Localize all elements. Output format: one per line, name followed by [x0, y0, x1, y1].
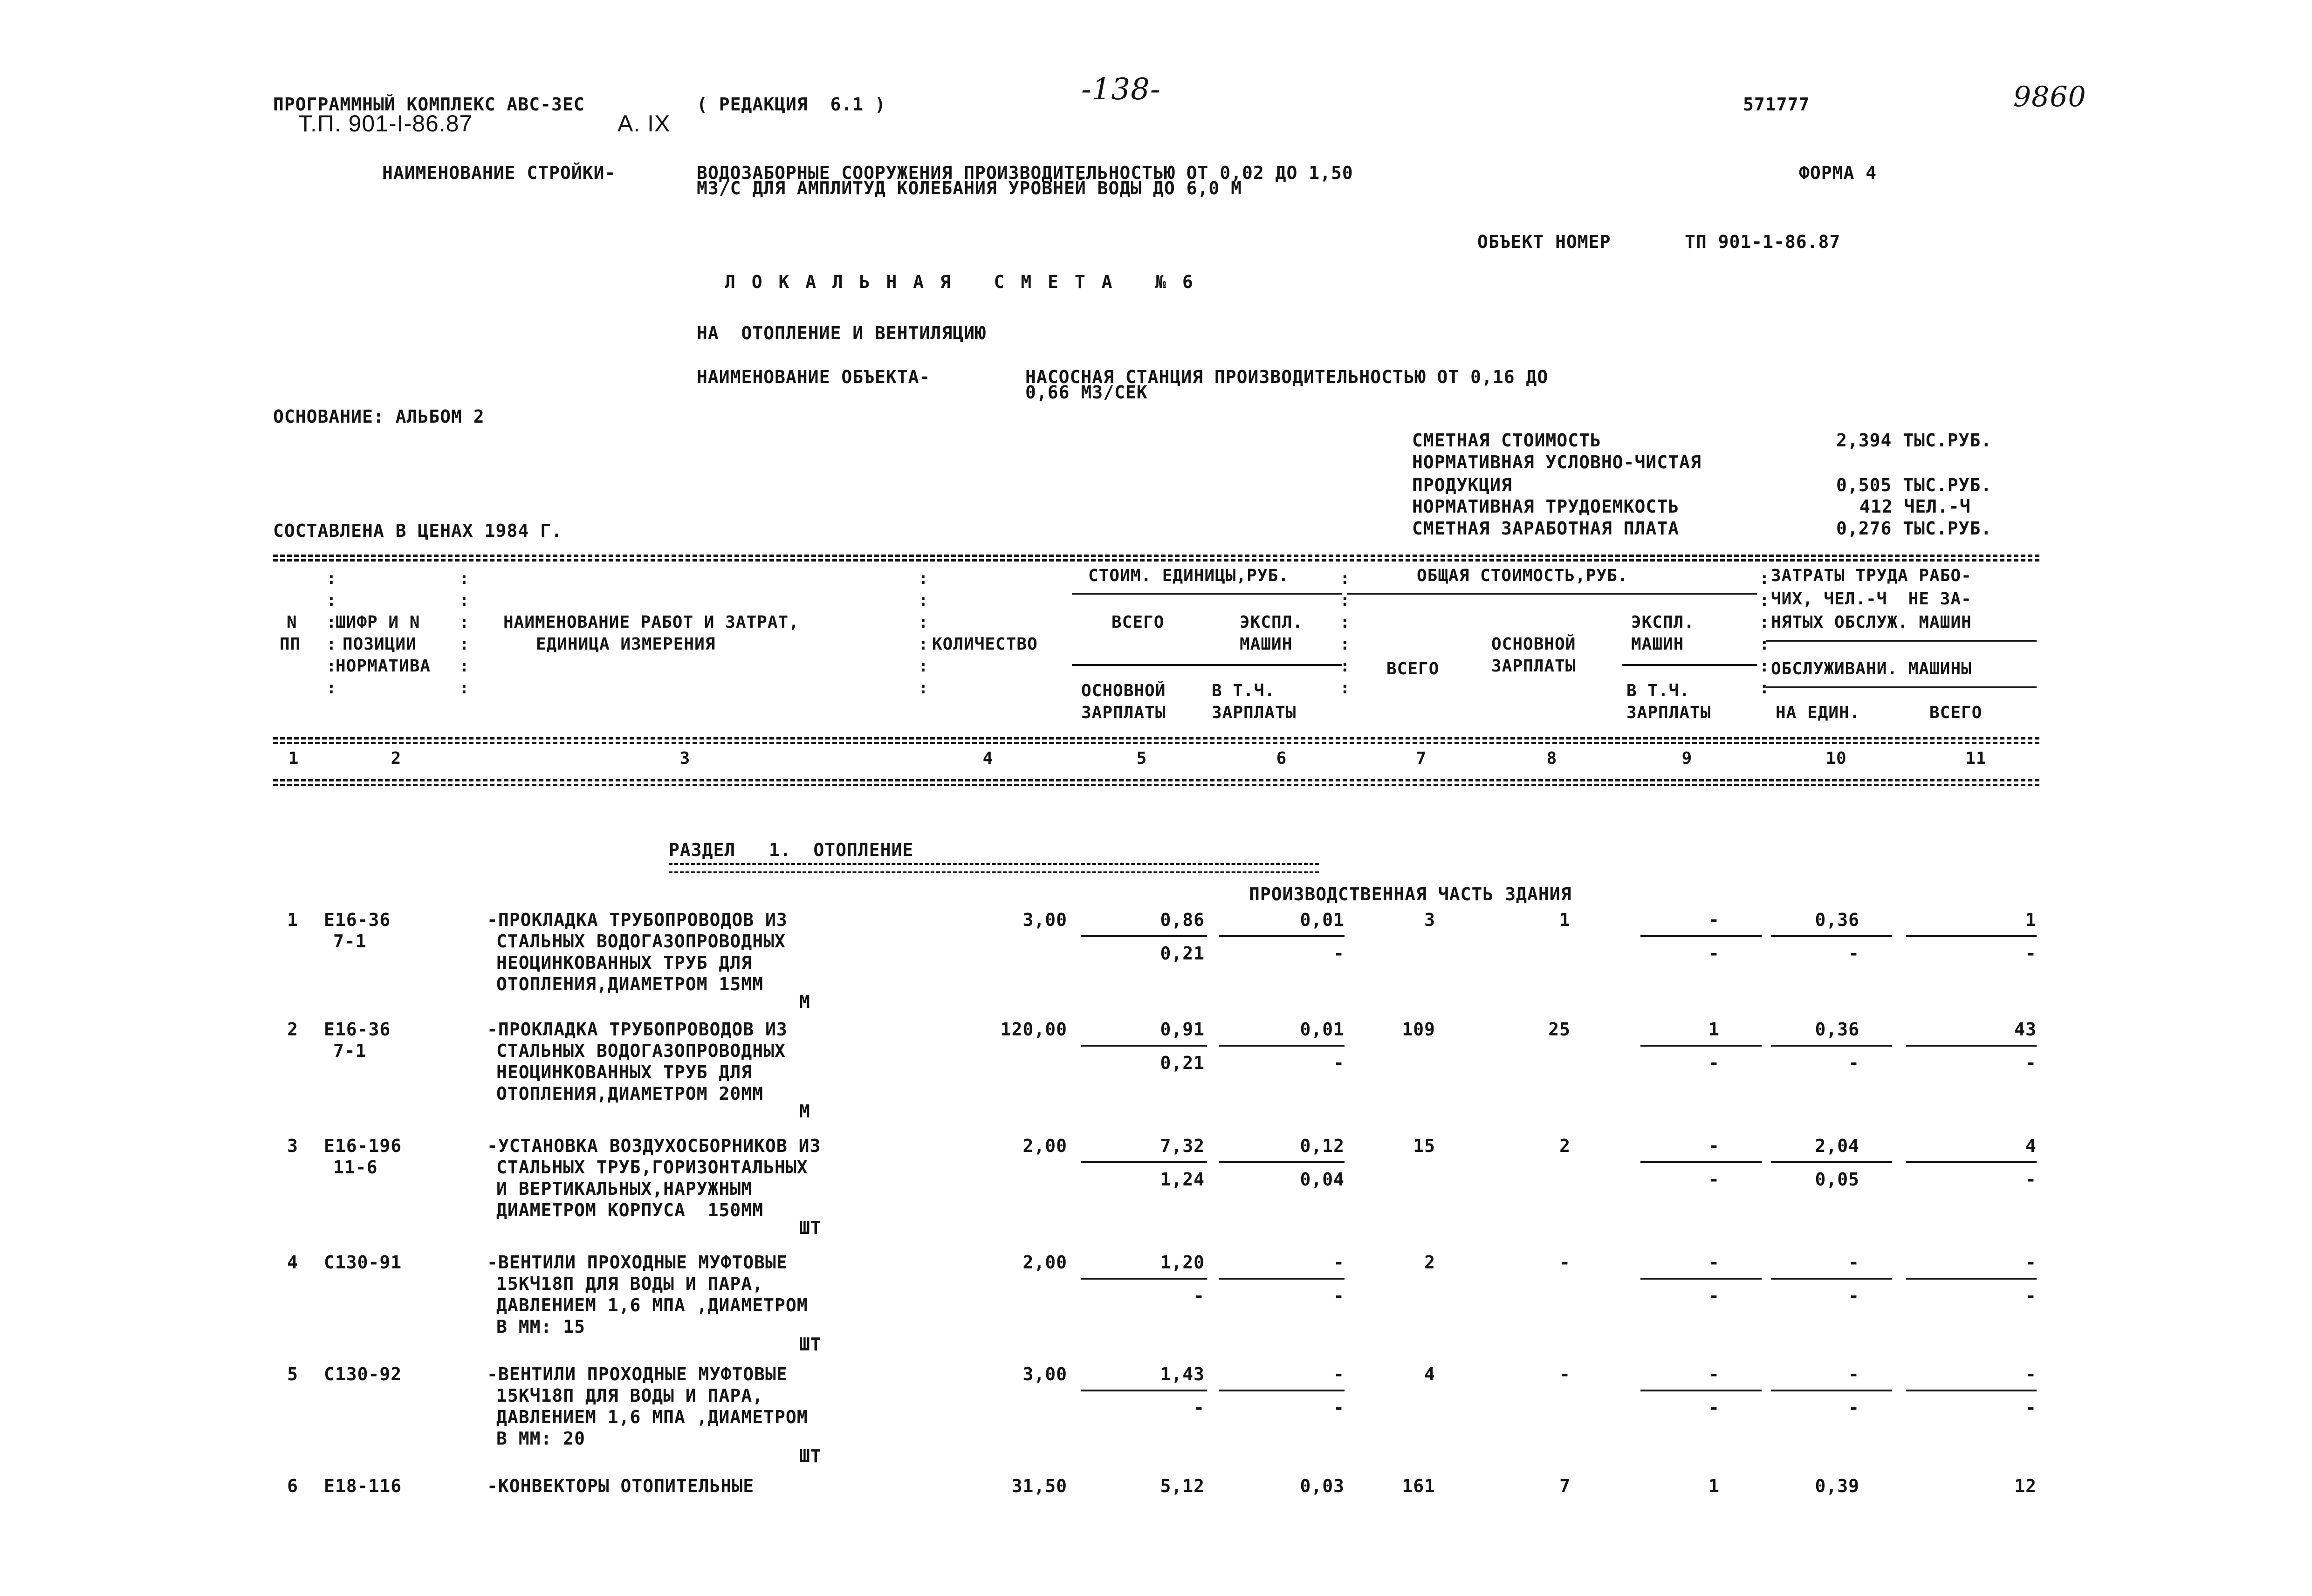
row-value-c6-wage: 0,04: [1300, 1169, 1345, 1190]
row-quantity: 3,00: [1022, 910, 1067, 930]
row-value-c6-wage: -: [1333, 1286, 1345, 1306]
row-value-c5-wage: -: [1194, 1397, 1205, 1418]
col-number: 4: [982, 749, 994, 768]
row-value-c10: -: [1848, 1252, 1859, 1273]
col-header-total-incl: ЗАРПЛАТЫ: [1626, 703, 1711, 722]
row-value-c9-wage: -: [1708, 1286, 1720, 1306]
cell-divider: [1906, 1278, 2037, 1280]
row-code: Е18-116: [324, 1476, 402, 1496]
row-unit: ШТ: [799, 1334, 822, 1355]
cell-divider: [1219, 1390, 1345, 1391]
row-description: -ПРОКЛАДКА ТРУБОПРОВОДОВ ИЗ: [487, 1019, 788, 1040]
row-description: ДИАМЕТРОМ КОРПУСА 150ММ: [496, 1200, 764, 1220]
cell-divider: [1219, 1278, 1345, 1280]
row-value-c6: -: [1333, 1364, 1345, 1384]
row-value-c7: 15: [1413, 1136, 1435, 1156]
col-header-code: ШИФР И N: [336, 613, 420, 632]
section-subtitle: ПРОИЗВОДСТВЕННАЯ ЧАСТЬ ЗДАНИЯ: [1249, 884, 1572, 904]
row-value-c5: 7,32: [1160, 1136, 1205, 1156]
row-description: ОТОПЛЕНИЯ,ДИАМЕТРОМ 15ММ: [496, 974, 764, 994]
cell-divider: [1906, 1045, 2037, 1047]
column-separator: : : : : : :: [326, 569, 336, 698]
row-value-c11: -: [2025, 1364, 2037, 1384]
row-value-c11-wage: -: [2025, 1286, 2037, 1306]
row-value-c9: 1: [1708, 1476, 1720, 1496]
divider: [1622, 664, 1757, 666]
row-description: ОТОПЛЕНИЯ,ДИАМЕТРОМ 20ММ: [496, 1083, 764, 1104]
row-number: 2: [287, 1019, 298, 1040]
row-code: 7-1: [333, 1041, 367, 1061]
cell-divider: [1771, 1390, 1892, 1391]
col-header-name: НАИМЕНОВАНИЕ РАБОТ И ЗАТРАТ,: [503, 613, 799, 632]
row-value-c8: -: [1559, 1364, 1571, 1384]
row-value-c10: 0,36: [1815, 1019, 1859, 1040]
col-number: 10: [1825, 749, 1847, 768]
col-header-unit-machines: ЭКСПЛ.: [1240, 613, 1304, 632]
object-number: ТП 901-1-86.87: [1685, 232, 1841, 252]
col-header-code: ПОЗИЦИИ: [343, 635, 417, 654]
col-header-unit-incl: В Т.Ч.: [1212, 681, 1276, 700]
row-description: -ВЕНТИЛИ ПРОХОДНЫЕ МУФТОВЫЕ: [487, 1252, 788, 1273]
row-quantity: 3,00: [1022, 1364, 1067, 1384]
row-description: НЕОЦИНКОВАННЫХ ТРУБ ДЛЯ: [496, 1062, 753, 1082]
row-value-c5: 1,20: [1160, 1252, 1205, 1273]
cell-divider: [1640, 1045, 1762, 1047]
divider: [273, 742, 2039, 744]
row-code: Е16-196: [324, 1136, 402, 1156]
estimate-subject: НА ОТОПЛЕНИЕ И ВЕНТИЛЯЦИЮ: [697, 323, 986, 343]
row-description: 15КЧ18П ДЛЯ ВОДЫ И ПАРА,: [496, 1385, 764, 1406]
column-separator: : : : : : :: [1340, 569, 1350, 698]
column-separator: : : : : : :: [1759, 569, 1770, 698]
row-description: -ПРОКЛАДКА ТРУБОПРОВОДОВ ИЗ: [487, 910, 788, 930]
col-number: 2: [391, 749, 402, 768]
row-number: 6: [287, 1476, 298, 1496]
row-code: С130-91: [324, 1252, 402, 1273]
cell-divider: [1081, 1161, 1207, 1163]
col-header-unit-incl: ЗАРПЛАТЫ: [1212, 703, 1297, 722]
row-value-c10-wage: -: [1848, 1053, 1859, 1073]
row-value-c10-wage: -: [1848, 1286, 1859, 1306]
doc-code: Т.П. 901-I-86.87: [298, 110, 473, 137]
cell-divider: [1906, 1161, 2037, 1163]
col-header-labor-sub: ОБСЛУЖИВАНИ. МАШИНЫ: [1771, 659, 1972, 678]
cell-divider: [1640, 1161, 1762, 1163]
col-header-unit-wage: ОСНОВНОЙ: [1081, 681, 1166, 700]
edition-label: ( РЕДАКЦИЯ 6.1 ): [697, 94, 886, 115]
row-code: 7-1: [333, 931, 367, 952]
row-value-c7: 4: [1424, 1364, 1435, 1384]
row-value-c5-wage: -: [1194, 1286, 1205, 1306]
cell-divider: [1640, 1278, 1762, 1280]
row-description: НЕОЦИНКОВАННЫХ ТРУБ ДЛЯ: [496, 952, 753, 973]
row-description: В ММ: 20: [496, 1428, 586, 1449]
summary-label: ПРОДУКЦИЯ: [1412, 475, 1512, 495]
row-value-c9-wage: -: [1708, 1053, 1720, 1073]
row-value-c9-wage: -: [1708, 1169, 1720, 1190]
row-code: Е16-36: [324, 1019, 391, 1040]
cell-divider: [1771, 935, 1892, 937]
col-header-total-machines: МАШИН: [1631, 635, 1684, 654]
row-value-c11-wage: -: [2025, 1053, 2037, 1073]
col-number: 7: [1416, 749, 1427, 768]
row-description: 15КЧ18П ДЛЯ ВОДЫ И ПАРА,: [496, 1274, 764, 1294]
row-quantity: 31,50: [1011, 1476, 1067, 1496]
col-header-total-wage: ЗАРПЛАТЫ: [1491, 657, 1576, 676]
row-description: ДАВЛЕНИЕМ 1,6 МПА ,ДИАМЕТРОМ: [496, 1295, 808, 1315]
col-number: 8: [1546, 749, 1557, 768]
row-quantity: 120,00: [1000, 1019, 1067, 1040]
row-value-c5-wage: 1,24: [1160, 1169, 1205, 1190]
cell-divider: [1771, 1278, 1892, 1280]
row-value-c6-wage: -: [1333, 1053, 1345, 1073]
col-number: 9: [1681, 749, 1693, 768]
col-header-unit-total: ВСЕГО: [1111, 613, 1165, 632]
col-header-total-wage: ОСНОВНОЙ: [1491, 635, 1576, 654]
estimate-title: Л О К А Л Ь Н А Я С М Е Т А № 6: [725, 272, 1196, 292]
summary-value: 2,394 ТЫС.РУБ.: [1836, 430, 1992, 451]
cell-divider: [1219, 1045, 1345, 1047]
row-value-c6-wage: -: [1333, 943, 1345, 964]
col-header-unit-cost: СТОИМ. ЕДИНИЦЫ,РУБ.: [1088, 566, 1289, 585]
summary-value: 0,505 ТЫС.РУБ.: [1836, 475, 1992, 495]
row-value-c5: 1,43: [1160, 1364, 1205, 1384]
row-value-c11: 1: [2025, 910, 2037, 930]
row-value-c7: 3: [1424, 910, 1435, 930]
row-value-c9: -: [1708, 910, 1720, 930]
divider: [1072, 593, 1342, 595]
divider: [1347, 593, 1757, 595]
row-value-c5: 5,12: [1160, 1476, 1205, 1496]
row-value-c6: 0,01: [1300, 1019, 1345, 1040]
row-number: 1: [287, 910, 298, 930]
col-header-total-machines: ЭКСПЛ.: [1631, 613, 1695, 632]
divider: [273, 779, 2039, 781]
row-description: СТАЛЬНЫХ ВОДОГАЗОПРОВОДНЫХ: [496, 1041, 786, 1061]
cell-divider: [1219, 1161, 1345, 1163]
row-value-c10-wage: 0,05: [1815, 1169, 1859, 1190]
row-value-c9-wage: -: [1708, 943, 1720, 964]
record-number: 571777: [1743, 94, 1810, 115]
row-value-c5-wage: 0,21: [1160, 943, 1205, 964]
cell-divider: [1906, 935, 2037, 937]
page-number: -138-: [1081, 72, 1161, 107]
row-value-c6: 0,03: [1300, 1476, 1345, 1496]
row-value-c11: 12: [2014, 1476, 2037, 1496]
construction-name-line2: М3/С ДЛЯ АМПЛИТУД КОЛЕБАНИЯ УРОВНЕЙ ВОДЫ ДО 6,0 М: [697, 178, 1242, 199]
form-label: ФОРМА 4: [1799, 163, 1877, 183]
row-value-c8: 25: [1548, 1019, 1571, 1040]
row-code: 11-6: [333, 1157, 378, 1178]
column-separator: : : : : : :: [459, 569, 469, 698]
construction-label: НАИМЕНОВАНИЕ СТРОЙКИ-: [382, 163, 616, 183]
col-header-labor-total: ВСЕГО: [1929, 703, 1983, 722]
col-header-labor: НЯТЫХ ОБСЛУЖ. МАШИН: [1771, 613, 1972, 632]
row-value-c8: -: [1559, 1252, 1571, 1273]
cell-divider: [1081, 1045, 1207, 1047]
row-description: В ММ: 15: [496, 1316, 586, 1337]
cell-divider: [1771, 1045, 1892, 1047]
row-description: СТАЛЬНЫХ ВОДОГАЗОПРОВОДНЫХ: [496, 931, 786, 952]
album-label: А. IX: [617, 110, 671, 137]
object-name-label: НАИМЕНОВАНИЕ ОБЪЕКТА-: [697, 367, 931, 387]
row-description: ДАВЛЕНИЕМ 1,6 МПА ,ДИАМЕТРОМ: [496, 1407, 808, 1427]
row-value-c8: 2: [1559, 1136, 1571, 1156]
row-description: -КОНВЕКТОРЫ ОТОПИТЕЛЬНЫЕ: [487, 1476, 755, 1496]
col-header-n: ПП: [280, 635, 301, 654]
col-header-name: ЕДИНИЦА ИЗМЕРЕНИЯ: [536, 635, 716, 654]
row-value-c10: 0,36: [1815, 910, 1859, 930]
row-value-c9: -: [1708, 1364, 1720, 1384]
row-value-c8: 7: [1559, 1476, 1571, 1496]
summary-label: НОРМАТИВНАЯ ТРУДОЕМКОСТЬ: [1412, 496, 1680, 517]
estimate-basis: ОСНОВАНИЕ: АЛЬБОМ 2: [273, 406, 485, 427]
row-value-c9: -: [1708, 1136, 1720, 1156]
col-header-labor: ЧИХ, ЧЕЛ.-Ч НЕ ЗА-: [1771, 589, 1972, 609]
row-value-c6: 0,01: [1300, 910, 1345, 930]
row-value-c10: 2,04: [1815, 1136, 1859, 1156]
row-value-c8: 1: [1559, 910, 1571, 930]
row-number: 4: [287, 1252, 298, 1273]
col-header-quantity: КОЛИЧЕСТВО: [932, 635, 1038, 654]
col-number: 11: [1965, 749, 1987, 768]
construction-name-line1: ВОДОЗАБОРНЫЕ СООРУЖЕНИЯ ПРОИЗВОДИТЕЛЬНОСТЬЮ ОТ 0,02 ДО 1,50: [697, 163, 1353, 183]
cell-divider: [1640, 1390, 1762, 1391]
row-quantity: 2,00: [1022, 1136, 1067, 1156]
col-number: 3: [679, 749, 691, 768]
row-value-c11: 4: [2025, 1136, 2037, 1156]
row-value-c5-wage: 0,21: [1160, 1053, 1205, 1073]
row-value-c10-wage: -: [1848, 1397, 1859, 1418]
cell-divider: [1219, 935, 1345, 937]
object-name-line1: НАСОСНАЯ СТАНЦИЯ ПРОИЗВОДИТЕЛЬНОСТЬЮ ОТ 0,16 ДО: [1025, 367, 1549, 387]
row-code: С130-92: [324, 1364, 402, 1384]
cell-divider: [1640, 935, 1762, 937]
prices-basis: СОСТАВЛЕНА В ЦЕНАХ 1984 Г.: [273, 521, 563, 541]
divider: [273, 559, 2039, 562]
row-description: -ВЕНТИЛИ ПРОХОДНЫЕ МУФТОВЫЕ: [487, 1364, 788, 1384]
row-value-c6-wage: -: [1333, 1397, 1345, 1418]
row-value-c11: 43: [2014, 1019, 2037, 1040]
row-value-c9: -: [1708, 1252, 1720, 1273]
col-number: 5: [1136, 749, 1147, 768]
row-unit: ШТ: [799, 1218, 822, 1238]
row-code: Е16-36: [324, 910, 391, 930]
program-name: ПРОГРАММНЫЙ КОМПЛЕКС АВС-3ЕС: [273, 94, 585, 115]
cell-divider: [1771, 1161, 1892, 1163]
row-value-c5: 0,86: [1160, 910, 1205, 930]
summary-label: СМЕТНАЯ СТОИМОСТЬ: [1412, 430, 1601, 451]
row-value-c11-wage: -: [2025, 1397, 2037, 1418]
col-header-total-cost: ОБЩАЯ СТОИМОСТЬ,РУБ.: [1417, 566, 1628, 585]
row-number: 3: [287, 1136, 298, 1156]
divider: [273, 784, 2039, 786]
summary-value: 0,276 ТЫС.РУБ.: [1836, 518, 1992, 539]
col-number: 6: [1276, 749, 1287, 768]
divider: [1766, 686, 2037, 688]
col-header-unit-wage: ЗАРПЛАТЫ: [1081, 703, 1166, 722]
summary-value: 412 ЧЕЛ.-Ч: [1859, 496, 1971, 517]
section-title: РАЗДЕЛ 1. ОТОПЛЕНИЕ: [669, 840, 914, 860]
col-header-unit-machines: МАШИН: [1240, 635, 1293, 654]
cell-divider: [1906, 1390, 2037, 1391]
row-value-c10-wage: -: [1848, 943, 1859, 964]
row-value-c11-wage: -: [2025, 1169, 2037, 1190]
col-header-n: N: [287, 613, 297, 632]
sheet-number: 9860: [2013, 81, 2086, 113]
section-underline: [669, 863, 1319, 873]
row-value-c11: -: [2025, 1252, 2037, 1273]
cell-divider: [1081, 1278, 1207, 1280]
divider: [273, 555, 2039, 557]
object-number-label: ОБЪЕКТ НОМЕР: [1477, 232, 1611, 252]
row-unit: ШТ: [799, 1446, 822, 1466]
row-value-c11-wage: -: [2025, 943, 2037, 964]
row-unit: М: [799, 992, 810, 1012]
col-header-labor: ЗАТРАТЫ ТРУДА РАБО-: [1771, 566, 1972, 585]
col-header-code: НОРМАТИВА: [336, 657, 431, 676]
row-description: -УСТАНОВКА ВОЗДУХОСБОРНИКОВ ИЗ: [487, 1136, 821, 1156]
object-name-line2: 0,66 М3/СЕК: [1025, 382, 1148, 403]
col-number: 1: [288, 749, 299, 768]
cell-divider: [1081, 935, 1207, 937]
row-unit: М: [799, 1101, 810, 1122]
divider: [1766, 640, 2037, 642]
row-number: 5: [287, 1364, 298, 1384]
divider: [273, 737, 2039, 740]
row-value-c5: 0,91: [1160, 1019, 1205, 1040]
row-description: СТАЛЬНЫХ ТРУБ,ГОРИЗОНТАЛЬНЫХ: [496, 1157, 808, 1178]
row-quantity: 2,00: [1022, 1252, 1067, 1273]
cell-divider: [1081, 1390, 1207, 1391]
col-header-labor-unit: НА ЕДИН.: [1776, 703, 1860, 722]
row-value-c10: 0,39: [1815, 1476, 1859, 1496]
row-value-c7: 109: [1402, 1019, 1435, 1040]
row-value-c9: 1: [1708, 1019, 1720, 1040]
row-value-c6: 0,12: [1300, 1136, 1345, 1156]
row-value-c10: -: [1848, 1364, 1859, 1384]
row-value-c7: 161: [1402, 1476, 1435, 1496]
row-value-c9-wage: -: [1708, 1397, 1720, 1418]
column-separator: : : : : : :: [918, 569, 928, 698]
col-header-total-incl: В Т.Ч.: [1626, 681, 1690, 700]
divider: [1072, 664, 1342, 666]
summary-label: СМЕТНАЯ ЗАРАБОТНАЯ ПЛАТА: [1412, 518, 1680, 539]
row-value-c6: -: [1333, 1252, 1345, 1273]
summary-label: НОРМАТИВНАЯ УСЛОВНО-ЧИСТАЯ: [1412, 452, 1701, 473]
col-header-total: ВСЕГО: [1386, 659, 1440, 678]
row-description: И ВЕРТИКАЛЬНЫХ,НАРУЖНЫМ: [496, 1178, 753, 1199]
row-value-c7: 2: [1424, 1252, 1435, 1273]
